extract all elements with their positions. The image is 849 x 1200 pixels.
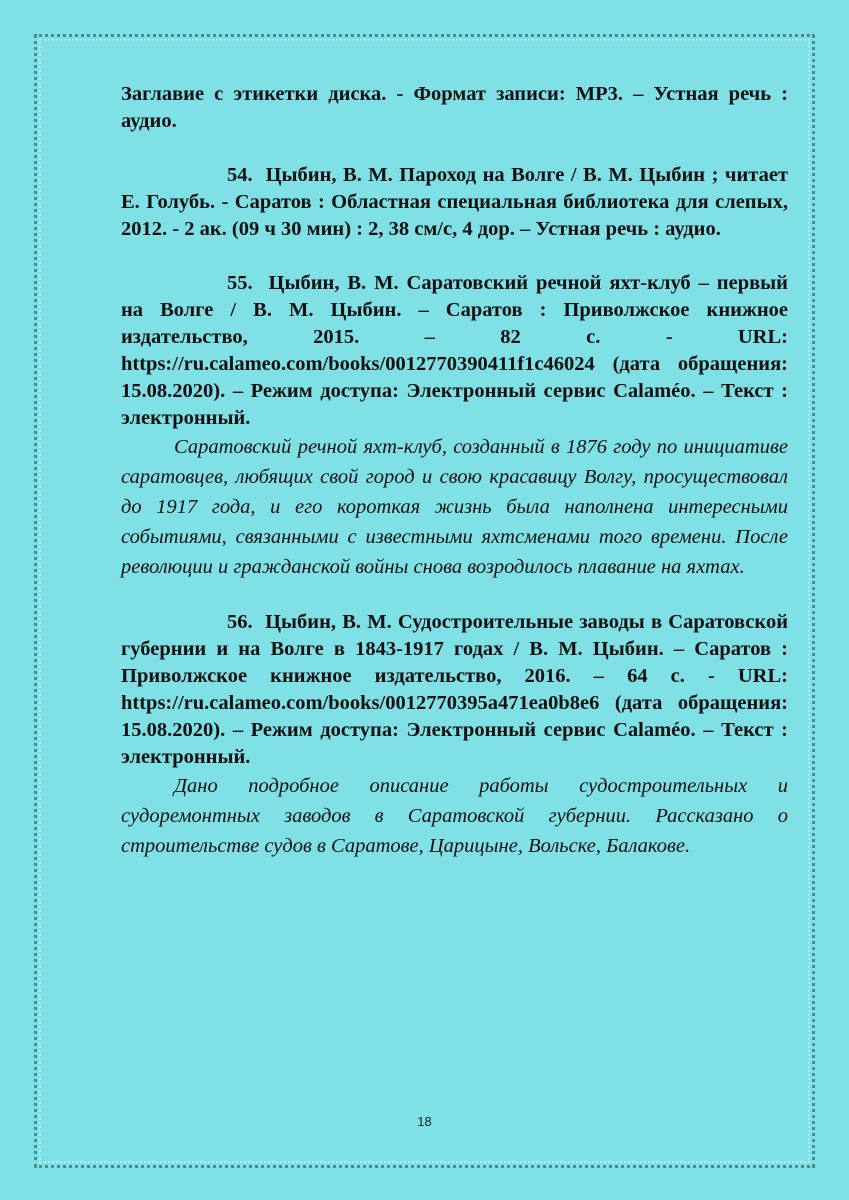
continuation-text: Заглавие с этикетки диска. - Формат записи: MP3. – Устная речь : аудио. — [121, 83, 788, 132]
entry-number: 54. — [227, 164, 253, 186]
entry-number: 55. — [227, 272, 253, 294]
entry-citation: Цыбин, В. М. Судостроительные заводы в Саратовской губернии и на Волге в 1843-1917 годах / В. М. Цыбин. – Саратов : Приволжское книжное издательство, 2016. – 64 с. - URL: https://ru.calameo.com/books/0012770395a471ea0b8e6 (дата обращения: 15.08.2020). – Режим доступа: Электронный сервис Calaméo. – Текст : электронный. — [121, 611, 789, 768]
bibliography-entry-55 — [121, 270, 788, 432]
spacer — [121, 243, 788, 270]
bibliography-entry-54 — [121, 162, 788, 243]
document-body — [121, 81, 788, 861]
entry-citation: Цыбин, В. М. Пароход на Волге / В. М. Цыбин ; читает Е. Голубь. - Саратов : Областная специальная библиотека для слепых, 2012. - 2 ак. (09 ч 30 мин) : 2, 38 см/с, 4 дор. – Устная речь : аудио. — [121, 164, 789, 240]
entry-number: 56. — [227, 611, 253, 633]
bibliography-entry-56 — [121, 609, 788, 771]
entry-citation: Цыбин, В. М. Саратовский речной яхт-клуб – первый на Волге / В. М. Цыбин. – Саратов : Приволжское книжное издательство, 2015. – 82 с. - URL: https://ru.calameo.com/books/0012770390411f1c46024 (дата обращения: 15.08.2020). – Режим доступа: Электронный сервис Calaméo. – Текст : электронный. — [121, 272, 788, 429]
spacer — [121, 582, 788, 609]
entry-annotation: Саратовский речной яхт-клуб, созданный в 1876 году по инициативе саратовцев, любящих свой город и свою красавицу Волгу, просуществовал до 1917 года, и его короткая жизнь была наполнена интересными событиями, связанными с известными яхтсменами того времени. После революции и гражданской войны снова возродилось плавание на яхтах. — [121, 436, 788, 578]
entry-annotation: Дано подробное описание работы судостроительных и судоремонтных заводов в Саратовской губернии. Рассказано о строительстве судов в Саратове, Царицыне, Вольске, Балакове. — [121, 775, 788, 857]
page-number: 18 — [417, 1114, 432, 1129]
spacer — [121, 135, 788, 162]
